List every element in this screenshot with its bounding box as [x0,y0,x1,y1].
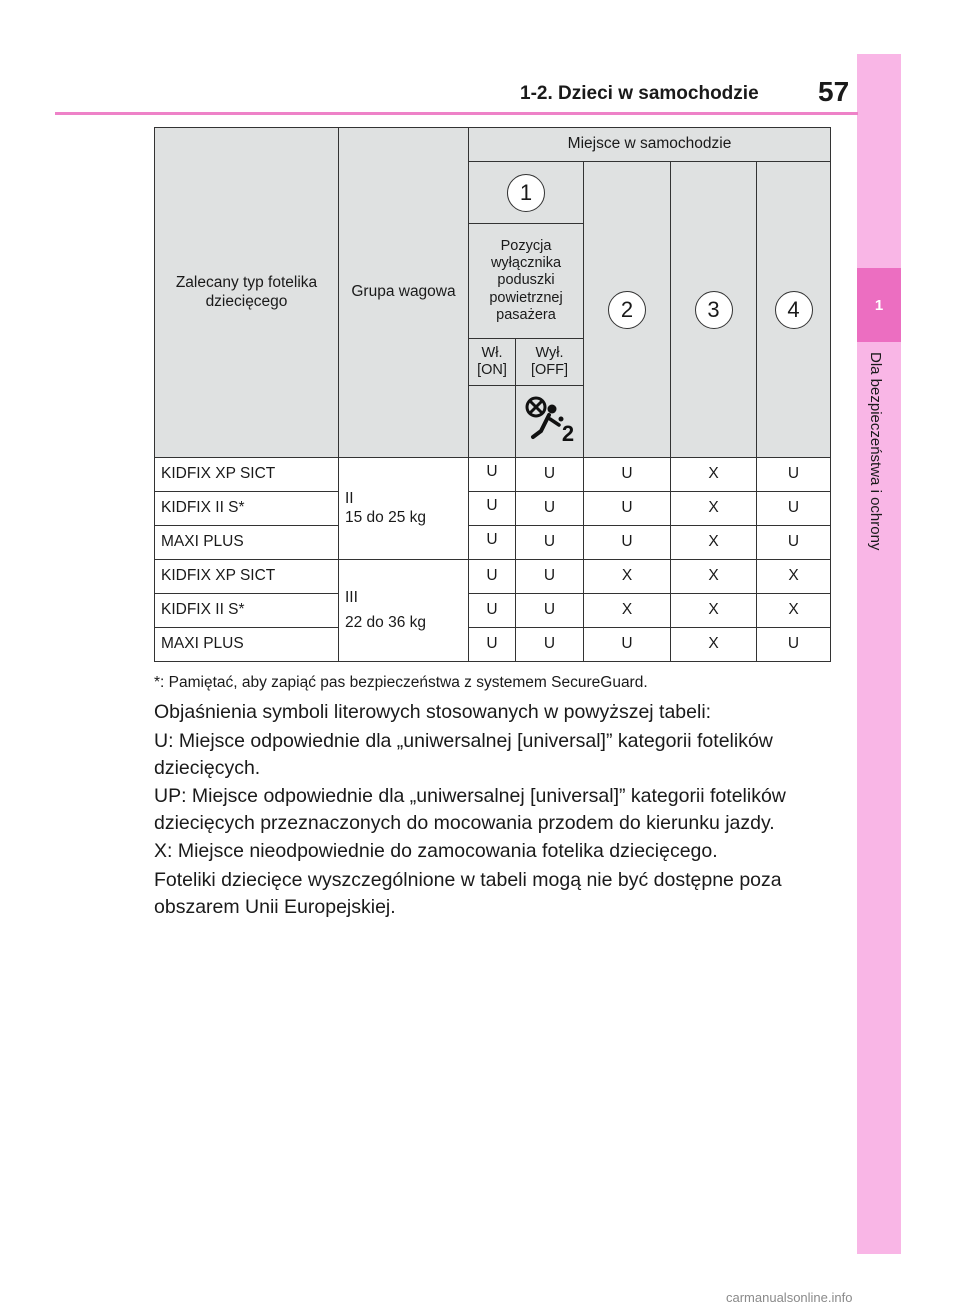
value-cell: U [469,526,516,560]
seat-type-cell: KIDFIX II S* [155,492,339,526]
value-cell: X [671,526,757,560]
value-cell: U [516,594,584,628]
value-cell: U [469,628,516,662]
airbag-switch-label: Pozycja wyłącznika poduszki powietrznej pasażera [489,237,563,324]
weight-group-range: 15 do 25 kg [345,508,427,526]
off-label-en: [OFF] [530,362,569,378]
side-tab [857,54,901,1254]
airbag-off-icon [524,395,576,443]
on-label-en: [ON] [477,362,507,378]
header-seat-position [469,128,831,162]
value-cell: U [584,458,671,492]
seat-type-cell: KIDFIX II S* [155,594,339,628]
chapter-number-badge [857,268,901,342]
value-cell: U [757,628,831,662]
value-cell: U [584,526,671,560]
airbag-icon-empty-cell [469,386,516,458]
value-cell: X [757,560,831,594]
table-row [155,492,831,526]
value-cell: U [757,458,831,492]
value-cell: U [757,526,831,560]
header-seat-type [155,128,339,458]
seat-type-cell: MAXI PLUS [155,526,339,560]
value-cell: X [671,492,757,526]
value-cell: U [469,560,516,594]
value-cell: X [671,458,757,492]
value-cell: X [671,560,757,594]
airbag-off-header [516,339,584,386]
off-label-pl: Wył. [535,344,564,361]
page-number: 57 [818,76,850,107]
seat-3-header [671,162,757,458]
value-cell: U [469,594,516,628]
table-row [155,560,831,594]
weight-group-cell [339,458,469,560]
seat-type-cell: MAXI PLUS [155,628,339,662]
weight-group-name: II [345,489,354,507]
airbag-switch-header [469,224,584,339]
header-weight-group-label: Grupa wagowa [351,283,456,301]
weight-group-name: III [345,588,358,606]
child-seat-table [154,127,831,662]
chapter-title: Dla bezpieczeństwa i ochrony [867,352,884,551]
header-seat-type-label: Zalecany typ fotelika dziecięcego [175,273,318,310]
value-cell: U [516,560,584,594]
value-cell: U [584,492,671,526]
section-title: 1-2. Dzieci w samochodzie [520,83,759,104]
value-cell: U [516,628,584,662]
value-cell: X [584,560,671,594]
table-row [155,526,831,560]
table-row [155,458,831,492]
value-cell: X [757,594,831,628]
airbag-icon-cell [516,386,584,458]
legend-x: X: Miejsce nieodpowiednie do zamocowania fotelika dziecięcego. [154,840,718,862]
value-cell: X [671,628,757,662]
seat-1-number: 1 [507,174,545,212]
value-cell: U [757,492,831,526]
svg-text:2: 2 [561,420,574,443]
value-cell: U [516,458,584,492]
table-row [155,594,831,628]
on-label-pl: Wł. [481,344,503,361]
value-cell: U [516,526,584,560]
legend-u: U: Miejsce odpowiednie dla „uniwersalnej [universal]” kategorii fotelików dziecięcych. [154,730,773,779]
seat-4-header [757,162,831,458]
value-cell: X [584,594,671,628]
chapter-number: 1 [874,296,884,314]
value-cell: U [469,492,516,526]
weight-group-cell [339,560,469,662]
seat-4-number: 4 [775,291,813,329]
seat-3-number: 3 [695,291,733,329]
seat-type-cell: KIDFIX XP SICT [155,458,339,492]
table-footnote: *: Pamiętać, aby zapiąć pas bezpieczeństwa z systemem SecureGuard. [154,674,648,691]
legend-up: UP: Miejsce odpowiednie dla „uniwersalnej [universal]” kategorii fotelików dziecięcych przeznaczonych do mocowania przodem do kierunku jazdy. [154,785,786,834]
value-cell: X [671,594,757,628]
seat-1-header [469,162,584,224]
watermark: carmanualsonline.info [726,1290,853,1305]
header-rule [55,112,858,115]
header-weight-group [339,128,469,458]
availability-note: Foteliki dziecięce wyszczególnione w tabeli mogą nie być dostępne poza obszarem Unii Europejskiej. [154,869,782,918]
header-seat-position-label: Miejsce w samochodzie [567,135,732,153]
seat-2-header [584,162,671,458]
airbag-on-header [469,339,516,386]
seat-type-cell: KIDFIX XP SICT [155,560,339,594]
legend-intro: Objaśnienia symboli literowych stosowanych w powyższej tabeli: [154,701,712,723]
weight-group-range: 22 do 36 kg [345,613,427,631]
table-row [155,628,831,662]
seat-2-number: 2 [608,291,646,329]
value-cell: U [469,458,516,492]
value-cell: U [584,628,671,662]
value-cell: U [516,492,584,526]
